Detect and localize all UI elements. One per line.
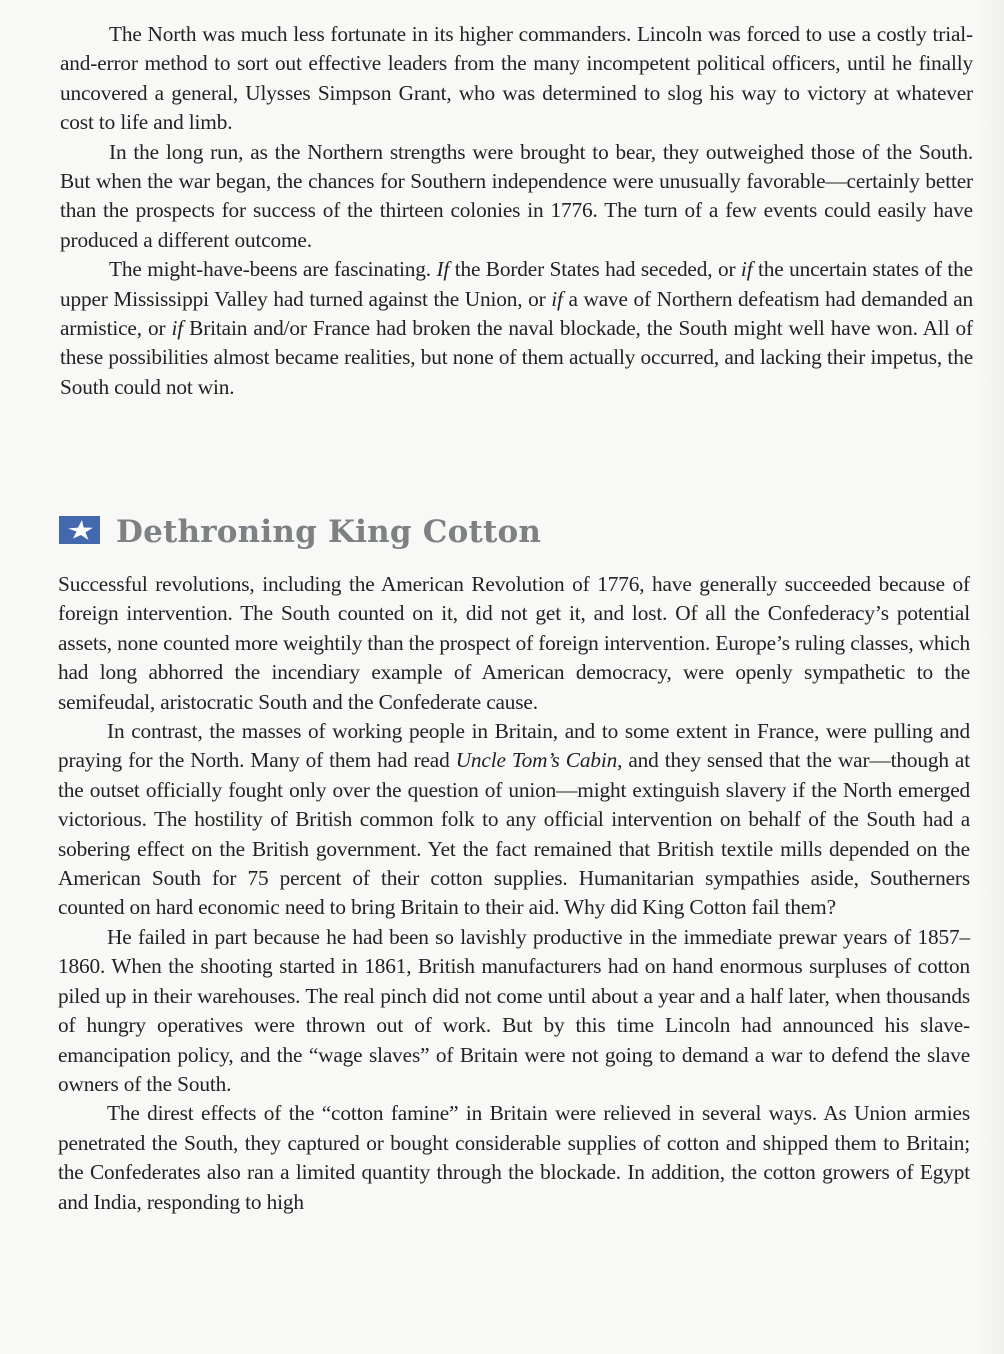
paragraph-direst-effects: [58, 1099, 970, 1217]
paragraph-long-run: [60, 138, 973, 256]
paragraph-in-contrast: [58, 717, 970, 923]
paragraph-he-failed: [58, 923, 970, 1099]
text-segment: Successful revolutions, including the American Revolution of 1776, have generally succeeded because of foreign intervention. The South counted on it, did not get it, and lost. Of all the Confederacy’s potential assets, none counted more weightily than the prospect of foreign intervention. Europe’s ruling classes, which had long abhorred the incendiary example of American democracy, were openly sympathetic to the semifeudal, aristocratic South and the Confederate cause.: [58, 572, 970, 714]
italic-text: if: [551, 286, 563, 311]
italic-text: if: [740, 257, 753, 282]
paragraph-might-have-beens: [60, 255, 973, 402]
italic-text: If: [436, 257, 450, 282]
section-body: [58, 570, 970, 1217]
text-segment: The direst effects of the “cotton famine” in Britain were relieved in several ways. As Union armies penetrated the South, they captured or bought considerable supplies of cotton and shipped them to Britain; the Confederates also ran a limited quantity through the blockade. In addition, the cotton growers of Egypt and India, responding to high: [58, 1101, 970, 1214]
text-segment: The North was much less fortunate in its higher commanders. Lincoln was forced to use a costly trial-and-error method to sort out effective leaders from the many incompetent political officers, until he finally uncovered a general, Ulysses Simpson Grant, who was determined to slog his way to victory at whatever cost to life and limb.: [60, 22, 973, 135]
text-segment: Britain and/or France had broken the naval blockade, the South might well have won. All of these possibilities almost became realities, but none of them actually occurred, and lacking their impetus, the South could not win.: [60, 316, 973, 399]
paragraph-successful-revolutions: [58, 570, 970, 717]
text-segment: He failed in part because he had been so lavishly productive in the immediate prewar years of 1857–1860. When the shooting started in 1861, British manufacturers had on hand enormous surpluses of cotton piled up in their warehouses. The real pinch did not come until about a year and a half later, when thousands of hungry operatives were thrown out of work. But by this time Lincoln had announced his slave-emancipation policy, and the “wage slaves” of Britain were not going to demand a war to defend the slave owners of the South.: [58, 924, 970, 1096]
section-title: Dethroning King Cotton: [116, 514, 542, 550]
top-text-block: [60, 20, 973, 402]
text-segment: The might-have-beens are fascinating.: [109, 257, 437, 282]
text-segment: the uncertain states of the upper Mississippi Valley had turned against the Union, or: [60, 257, 973, 311]
star-icon: [59, 516, 100, 544]
text-segment: the Border States had seceded, or: [449, 257, 741, 282]
text-segment: a wave of Northern defeatism had demanded an armistice, or: [60, 286, 973, 341]
text-segment: In the long run, as the Northern strengths were brought to bear, they outweighed those of the South. But when the war began, the chances for Southern independence were unusually favorable—certainly better than the prospects for success of the thirteen colonies in 1776. The turn of a few events could easily have produced a different outcome.: [60, 139, 973, 252]
paragraph-north-commanders: [60, 20, 973, 138]
section-heading: [59, 508, 541, 556]
italic-text: if: [171, 316, 184, 341]
text-segment: , and they sensed that the war—though at the outset officially fought only over the question of union—might extinguish slavery if the North emerged victorious. The hostility of British common folk to any official intervention on behalf of the South had a sobering effect on the British government. Yet the fact remained that British textile mills depended on the American South for 75 percent of their cotton supplies. Humanitarian sympathies aside, Southerners counted on hard economic need to bring Britain to their aid. Why did King Cotton fail them?: [58, 748, 970, 920]
page-edge-shadow: [974, 0, 1004, 1354]
italic-text: Uncle Tom’s Cabin: [455, 748, 618, 773]
text-segment: In contrast, the masses of working people in Britain, and to some extent in France, were pulling and praying for the North. Many of them had read: [58, 719, 970, 773]
